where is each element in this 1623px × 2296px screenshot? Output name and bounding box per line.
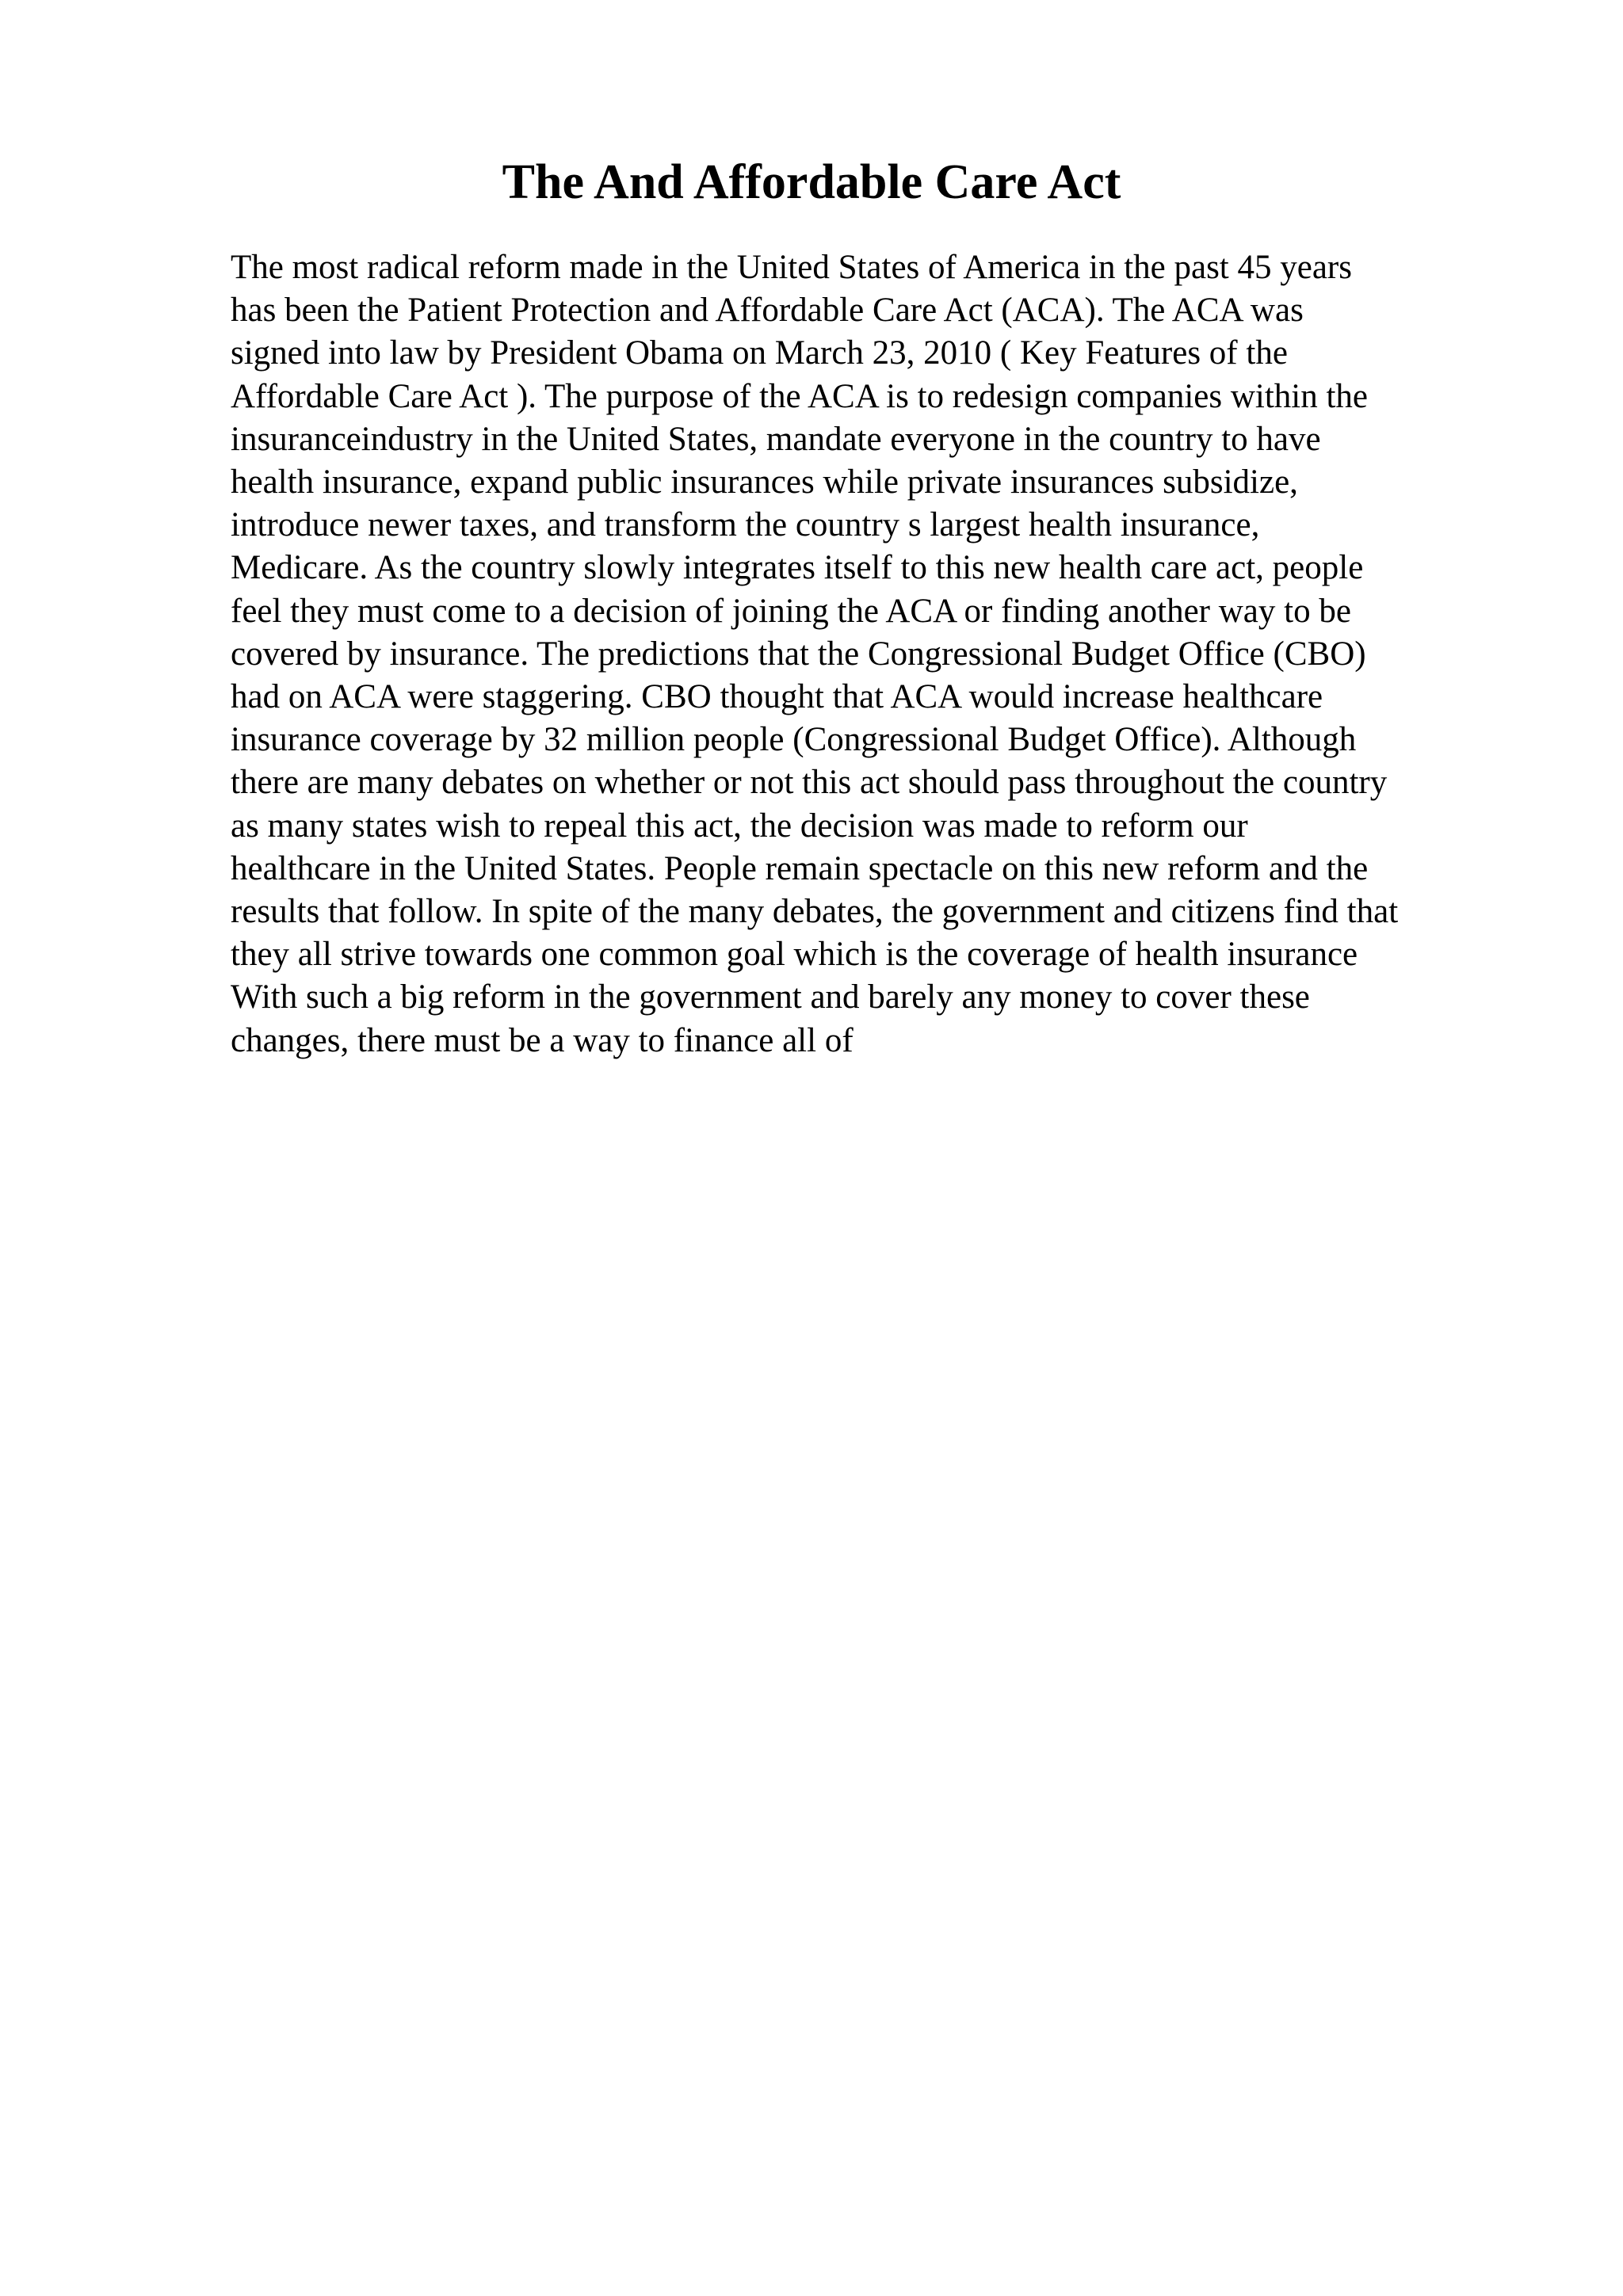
paragraph-line: With such a big reform in the government and barely any money to cover these — [231, 978, 1310, 1016]
paragraph-line: insurance coverage by 32 million people (Congressional Budget Office). Although — [231, 721, 1357, 759]
paragraph-line: they all strive towards one common goal which is the coverage of health insurance — [231, 936, 1358, 974]
document-title: The And Affordable Care Act — [502, 155, 1121, 209]
paragraph-line: changes, there must be a way to finance all of — [231, 1021, 854, 1059]
body-paragraph — [231, 246, 1530, 1062]
paragraph-line: Affordable Care Act ). The purpose of the ACA is to redesign companies within the — [231, 377, 1369, 415]
paragraph-line: introduce newer taxes, and transform the country s largest health insurance, — [231, 506, 1260, 544]
paragraph-line: there are many debates on whether or not this act should pass throughout the country — [231, 764, 1388, 802]
paragraph-line: results that follow. In spite of the many debates, the government and citizens find that — [231, 893, 1399, 931]
paragraph-line: had on ACA were staggering. CBO thought that ACA would increase healthcare — [231, 678, 1323, 716]
paragraph-line: Medicare. As the country slowly integrates itself to this new health care act, people — [231, 549, 1364, 587]
paragraph-line: health insurance, expand public insurances while private insurances subsidize, — [231, 463, 1298, 502]
paragraph-line: feel they must come to a decision of joining the ACA or finding another way to be — [231, 592, 1351, 630]
paragraph-line: The most radical reform made in the United States of America in the past 45 years — [231, 249, 1352, 286]
paragraph-line: covered by insurance. The predictions that the Congressional Budget Office (CBO) — [231, 635, 1366, 673]
paragraph-line: has been the Patient Protection and Affordable Care Act (ACA). The ACA was — [231, 292, 1304, 330]
paragraph-line: healthcare in the United States. People remain spectacle on this new reform and the — [231, 849, 1369, 887]
paragraph-line: as many states wish to repeal this act, the decision was made to reform our — [231, 807, 1248, 845]
paragraph-line: signed into law by President Obama on March 23, 2010 ( Key Features of the — [231, 334, 1288, 372]
paragraph-line: insuranceindustry in the United States, mandate everyone in the country to have — [231, 420, 1321, 458]
